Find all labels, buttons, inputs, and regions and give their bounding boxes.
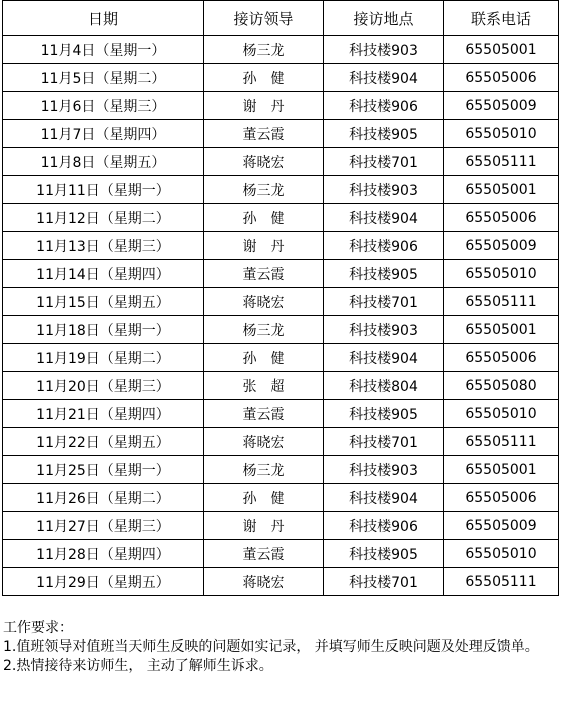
leader-cell: 杨三龙 bbox=[204, 36, 324, 64]
leader-cell: 孙 健 bbox=[204, 484, 324, 512]
phone-cell: 65505010 bbox=[444, 540, 559, 568]
phone-cell: 65505080 bbox=[444, 372, 559, 400]
date-cell: 11月21日（星期四） bbox=[3, 400, 204, 428]
table-row bbox=[3, 344, 559, 372]
header-phone: 联系电话 bbox=[444, 1, 559, 36]
phone-cell: 65505111 bbox=[444, 288, 559, 316]
date-cell: 11月14日（星期四） bbox=[3, 260, 204, 288]
leader-cell: 蒋晓宏 bbox=[204, 568, 324, 596]
leader-cell: 孙 健 bbox=[204, 64, 324, 92]
phone-cell: 65505001 bbox=[444, 36, 559, 64]
phone-cell: 65505111 bbox=[444, 568, 559, 596]
leader-cell: 张 超 bbox=[204, 372, 324, 400]
place-cell: 科技楼905 bbox=[324, 260, 444, 288]
place-cell: 科技楼905 bbox=[324, 120, 444, 148]
table-row bbox=[3, 120, 559, 148]
leader-cell: 谢 丹 bbox=[204, 512, 324, 540]
table-row bbox=[3, 512, 559, 540]
phone-cell: 65505010 bbox=[444, 400, 559, 428]
date-cell: 11月26日（星期二） bbox=[3, 484, 204, 512]
phone-cell: 65505001 bbox=[444, 176, 559, 204]
place-cell: 科技楼701 bbox=[324, 148, 444, 176]
date-cell: 11月29日（星期五） bbox=[3, 568, 204, 596]
phone-cell: 65505006 bbox=[444, 64, 559, 92]
header-leader: 接访领导 bbox=[204, 1, 324, 36]
table-row bbox=[3, 316, 559, 344]
date-cell: 11月28日（星期四） bbox=[3, 540, 204, 568]
phone-cell: 65505006 bbox=[444, 484, 559, 512]
date-cell: 11月11日（星期一） bbox=[3, 176, 204, 204]
table-row bbox=[3, 484, 559, 512]
leader-cell: 董云霞 bbox=[204, 120, 324, 148]
date-cell: 11月7日（星期四） bbox=[3, 120, 204, 148]
date-cell: 11月12日（星期二） bbox=[3, 204, 204, 232]
phone-cell: 65505009 bbox=[444, 512, 559, 540]
phone-cell: 65505010 bbox=[444, 120, 559, 148]
date-cell: 11月5日（星期二） bbox=[3, 64, 204, 92]
table-row bbox=[3, 36, 559, 64]
date-cell: 11月22日（星期五） bbox=[3, 428, 204, 456]
work-requirements bbox=[3, 619, 553, 676]
date-cell: 11月6日（星期三） bbox=[3, 92, 204, 120]
table-row bbox=[3, 568, 559, 596]
leader-cell: 杨三龙 bbox=[204, 176, 324, 204]
place-cell: 科技楼903 bbox=[324, 316, 444, 344]
place-cell: 科技楼903 bbox=[324, 36, 444, 64]
leader-cell: 董云霞 bbox=[204, 400, 324, 428]
date-cell: 11月25日（星期一） bbox=[3, 456, 204, 484]
place-cell: 科技楼904 bbox=[324, 484, 444, 512]
header-date: 日期 bbox=[3, 1, 204, 36]
date-cell: 11月27日（星期三） bbox=[3, 512, 204, 540]
date-cell: 11月19日（星期二） bbox=[3, 344, 204, 372]
place-cell: 科技楼701 bbox=[324, 288, 444, 316]
date-cell: 11月18日（星期一） bbox=[3, 316, 204, 344]
leader-cell: 杨三龙 bbox=[204, 456, 324, 484]
notes-item-1: 1.值班领导对值班当天师生反映的问题如实记录， 并填写师生反映问题及处理反馈单。 bbox=[3, 639, 539, 655]
place-cell: 科技楼903 bbox=[324, 176, 444, 204]
place-cell: 科技楼904 bbox=[324, 204, 444, 232]
phone-cell: 65505111 bbox=[444, 428, 559, 456]
table-row bbox=[3, 148, 559, 176]
leader-cell: 蒋晓宏 bbox=[204, 288, 324, 316]
date-cell: 11月8日（星期五） bbox=[3, 148, 204, 176]
table-row bbox=[3, 540, 559, 568]
header-place: 接访地点 bbox=[324, 1, 444, 36]
phone-cell: 65505010 bbox=[444, 260, 559, 288]
table-row bbox=[3, 288, 559, 316]
leader-cell: 孙 健 bbox=[204, 204, 324, 232]
place-cell: 科技楼904 bbox=[324, 64, 444, 92]
phone-cell: 65505006 bbox=[444, 204, 559, 232]
phone-cell: 65505001 bbox=[444, 316, 559, 344]
phone-cell: 65505009 bbox=[444, 92, 559, 120]
place-cell: 科技楼905 bbox=[324, 540, 444, 568]
leader-cell: 孙 健 bbox=[204, 344, 324, 372]
date-cell: 11月20日（星期三） bbox=[3, 372, 204, 400]
phone-cell: 65505111 bbox=[444, 148, 559, 176]
place-cell: 科技楼701 bbox=[324, 568, 444, 596]
leader-cell: 蒋晓宏 bbox=[204, 148, 324, 176]
table-row bbox=[3, 428, 559, 456]
table-row bbox=[3, 176, 559, 204]
phone-cell: 65505006 bbox=[444, 344, 559, 372]
table-row bbox=[3, 204, 559, 232]
table-row bbox=[3, 372, 559, 400]
place-cell: 科技楼906 bbox=[324, 92, 444, 120]
phone-cell: 65505001 bbox=[444, 456, 559, 484]
place-cell: 科技楼906 bbox=[324, 232, 444, 260]
date-cell: 11月15日（星期五） bbox=[3, 288, 204, 316]
table-row bbox=[3, 456, 559, 484]
leader-cell: 谢 丹 bbox=[204, 232, 324, 260]
table-row bbox=[3, 260, 559, 288]
reception-schedule-table bbox=[2, 0, 559, 596]
date-cell: 11月4日（星期一） bbox=[3, 36, 204, 64]
place-cell: 科技楼804 bbox=[324, 372, 444, 400]
place-cell: 科技楼903 bbox=[324, 456, 444, 484]
place-cell: 科技楼701 bbox=[324, 428, 444, 456]
table-row bbox=[3, 64, 559, 92]
leader-cell: 董云霞 bbox=[204, 260, 324, 288]
leader-cell: 杨三龙 bbox=[204, 316, 324, 344]
table-header-row bbox=[3, 1, 559, 36]
phone-cell: 65505009 bbox=[444, 232, 559, 260]
leader-cell: 蒋晓宏 bbox=[204, 428, 324, 456]
notes-heading: 工作要求： bbox=[3, 620, 73, 636]
notes-item-2: 2.热情接待来访师生， 主动了解师生诉求。 bbox=[3, 658, 273, 674]
leader-cell: 董云霞 bbox=[204, 540, 324, 568]
place-cell: 科技楼906 bbox=[324, 512, 444, 540]
table-row bbox=[3, 400, 559, 428]
table-row bbox=[3, 92, 559, 120]
leader-cell: 谢 丹 bbox=[204, 92, 324, 120]
date-cell: 11月13日（星期三） bbox=[3, 232, 204, 260]
place-cell: 科技楼904 bbox=[324, 344, 444, 372]
place-cell: 科技楼905 bbox=[324, 400, 444, 428]
table-row bbox=[3, 232, 559, 260]
